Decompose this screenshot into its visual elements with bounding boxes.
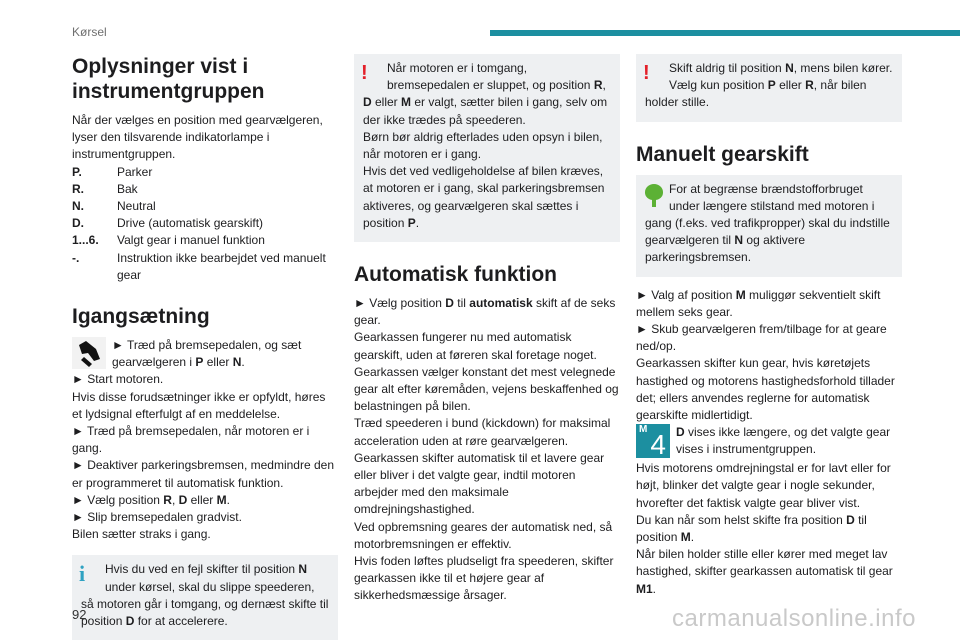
warning-box: ! Når motoren er i tomgang, bremsepedalen er sluppet, og position R, D eller M er valgt, sætter bilen i gang, selv om der ikke trædes på speederen. Børn bør aldrig efterlades uden opsyn i bilen, når motoren er i gang. Hvis det ved vedligeholdelse af bilen kræves, at motoren er i gang, skal parkeringsbremsen aktiveres, og gearvælgeren skal sættes i position P. xyxy=(354,54,620,242)
section-title-start: Igangsætning xyxy=(72,305,210,329)
list-item: 1...6. Valgt gear i manuel funktion xyxy=(72,233,265,248)
column-middle xyxy=(354,54,620,605)
info-box: i Hvis du ved en fejl skifter til position N under kørsel, skal du slippe speederen, så motoren går i tomgang, og dernæst skifte til position D for at accelerere. xyxy=(72,555,338,640)
manual-paragraph: Gearkassen skifter kun gear, hvis køretøjets hastighed og motorens hastighedsforhold tillader det; ellers anvendes reglerne for automatisk gearskifte midlertidigt. xyxy=(636,356,895,423)
eco-tree-icon xyxy=(643,183,665,209)
column-right xyxy=(636,54,902,598)
manual-step-2: ► Skub gearvælgeren frem/tilbage for at geare ned/op. xyxy=(636,322,887,354)
auto-paragraph: Gearkassen fungerer nu med automatisk gearskift, uden at føreren skal foretage noget. Gearkassen vælger konstant det mest velegnede gear alt efter køremåden, vejens beskaffenhed og belastningen på bilen. xyxy=(354,330,619,414)
watermark: carmanualsonline.info xyxy=(672,605,916,632)
start-step-2: ► Start motoren. xyxy=(72,372,164,387)
running-header: Kørsel xyxy=(72,25,107,39)
list-item: N. Neutral xyxy=(72,199,156,214)
list-item: -. Instruktion ikke bearbejdet ved manuelt gear xyxy=(72,250,326,282)
manual-paragraph: Du kan når som helst skifte fra position D til position M. xyxy=(636,512,867,545)
section-title-manual: Manuelt gearskift xyxy=(636,142,809,166)
foot-on-pedal-icon xyxy=(72,337,106,369)
list-item: D. Drive (automatisk gearskift) xyxy=(72,216,264,231)
warning-box: ! Skift aldrig til position N, mens bilen kører. Vælg kun position P eller R, når bilen holder stille. xyxy=(636,54,902,122)
indicator-list xyxy=(72,164,338,284)
list-item: P. Parker xyxy=(72,164,153,179)
section-title-automatic: Automatisk funktion xyxy=(354,263,557,287)
start-step-6: ► Slip bremsepedalen gradvist. xyxy=(72,510,242,525)
list-item: R. Bak xyxy=(72,181,138,196)
start-step-6-note: Bilen sætter straks i gang. xyxy=(72,527,211,542)
start-step-2-note: Hvis disse forudsætninger ikke er opfyldt, høres et lydsignal efterfulgt af en meddelelse. xyxy=(72,389,326,421)
auto-paragraph: Hvis foden løftes pludseligt fra speederen, skifter gearkassen ikke til et højere gear af sikkerhedsmæssige årsager. xyxy=(354,554,614,603)
start-step-1: ► Træd på bremsepedalen, og sæt gearvælgeren i P eller N. xyxy=(72,337,338,371)
auto-step-1: ► Vælg position D til automatisk skift af de seks gear. xyxy=(354,296,616,328)
header-accent-bar xyxy=(490,30,960,36)
gear-indicator-note: M 4 D vises ikke længere, og det valgte gear vises i instrumentgruppen. xyxy=(636,424,902,458)
gear-m4-indicator-icon: M 4 xyxy=(636,424,670,458)
intro-text: Når der vælges en position med gearvælgeren, lyser den tilsvarende indikatorlampe i instrumentgruppen. xyxy=(72,113,323,162)
warning-icon: ! xyxy=(643,62,650,84)
start-step-3: ► Træd på bremsepedalen, når motoren er i gang. xyxy=(72,424,310,456)
column-left xyxy=(72,54,338,640)
eco-tip-box: For at begrænse brændstofforbruget under længere stilstand med motoren i gang (f.eks. ved trafikpropper) skal du indstille gearvælgeren til N og aktivere parkeringsbremsen. xyxy=(636,175,902,277)
page-number: 92 xyxy=(72,607,87,622)
manual-step-1: ► Valg af position M muliggør sekventielt skift mellem seks gear. xyxy=(636,287,881,319)
warning-icon: ! xyxy=(361,62,368,84)
section-title-instrument: Oplysninger vist i instrumentgruppen xyxy=(72,55,265,103)
start-step-5: ► Vælg position R, D eller M. xyxy=(72,492,230,507)
manual-paragraph: Hvis motorens omdrejningstal er for lavt eller for højt, blinker det valgte gear i nogle sekunder, hvorefter det faktisk valgte gear bliver vist. xyxy=(636,461,891,510)
info-icon: i xyxy=(79,561,86,587)
auto-paragraph: Ved opbremsning geares der automatisk ned, så motorbremsningen er effektiv. xyxy=(354,519,613,551)
auto-paragraph: Træd speederen i bund (kickdown) for maksimal acceleration uden at røre gearvælgeren. Gearkassen skifter automatisk til et lavere gear eller bliver i det valgte gear, indtil motoren arbejder med den maksimale omdrejningshastighed. xyxy=(354,416,611,517)
manual-paragraph: Når bilen holder stille eller kører med meget lav hastighed, skifter gearkassen automatisk til gear M1. xyxy=(636,547,893,596)
start-step-4: ► Deaktiver parkeringsbremsen, medmindre den er programmeret til automatisk funktion. xyxy=(72,458,334,490)
